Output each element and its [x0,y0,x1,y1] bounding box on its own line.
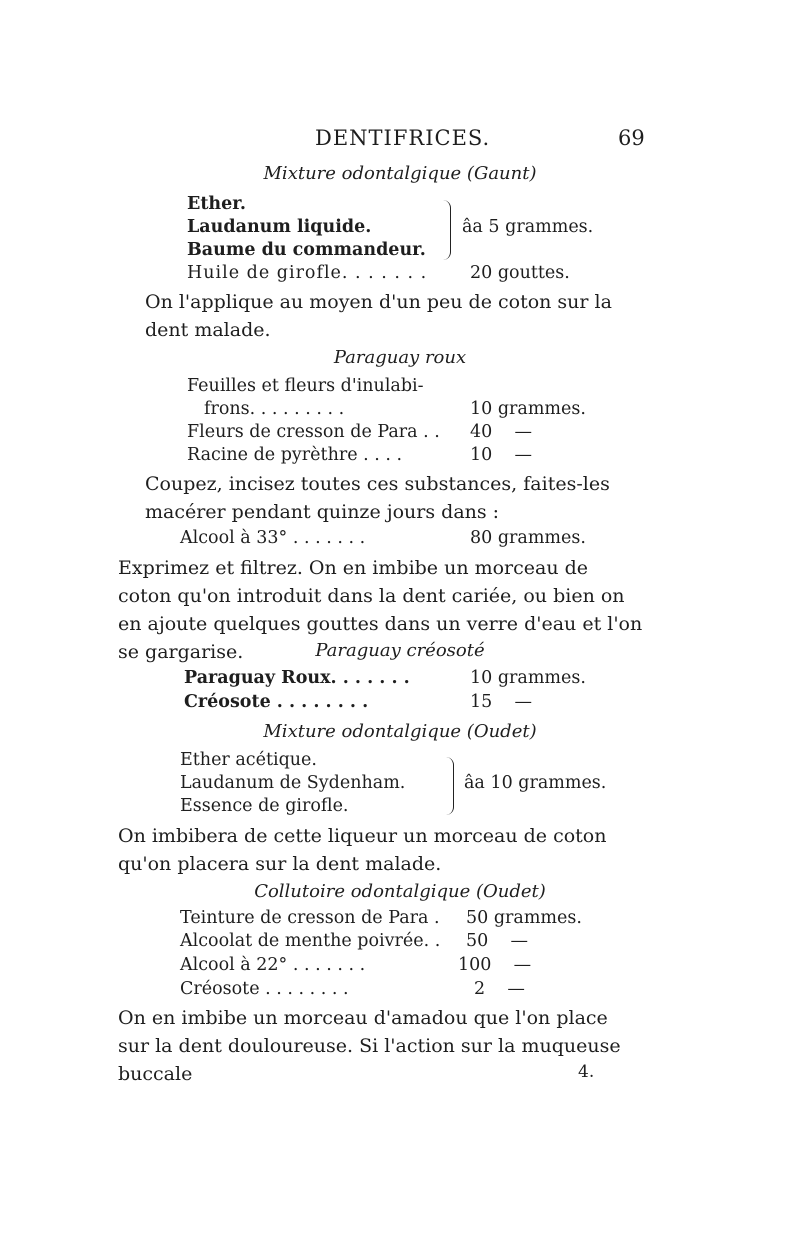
amount: âa 10 grammes. [464,773,607,793]
recipe-heading: Paraguay roux [333,347,467,368]
amount: 10 grammes. [470,399,586,419]
ingredient: Laudanum liquide. [187,217,372,237]
signature-mark: 4. [578,1062,595,1082]
amount: 40 — [470,422,533,442]
amount: 10 — [470,445,533,465]
amount: âa 5 grammes. [462,217,594,237]
instruction: Coupez, incisez toutes ces substances, faites-les macérer pendant quinze jours dans : [145,473,610,523]
ingredient: Racine de pyrèthre . . . . [187,445,403,465]
recipe-heading: Collutoire odontalgique (Oudet) [254,881,546,902]
recipe-heading: Paraguay créosoté [315,640,485,661]
amount: 20 gouttes. [470,263,570,283]
ingredient: frons. . . . . . . . . [204,399,345,419]
ingredient: Feuilles et fleurs d'inulabi- [187,376,424,396]
instruction: On l'applique au moyen d'un peu de coton sur la dent malade. [145,291,612,341]
recipe-heading: Mixture odontalgique (Gaunt) [263,163,537,184]
recipe-heading: Mixture odontalgique (Oudet) [263,721,537,742]
amount: 10 grammes. [470,668,586,688]
ingredient: Ether. [187,194,246,214]
ingredient: Créosote . . . . . . . . [180,979,349,999]
ingredient: Laudanum de Sydenham. [180,773,406,793]
instruction: On imbibera de cette liqueur un morceau de coton qu'on placera sur la dent malade. [118,825,607,875]
ingredient: Huile de girofle. . . . . . . [187,263,428,283]
ingredient: Créosote . . . . . . . . [184,692,369,712]
amount: 2 — [474,979,525,999]
amount: 100 — [458,955,532,975]
amount: 50 grammes. [466,908,582,928]
brace [443,757,454,815]
page-number: 69 [618,126,645,150]
ingredient: Alcool à 33° . . . . . . . [180,528,366,548]
brace [440,200,451,260]
ingredient: Ether acétique. [180,750,317,770]
ingredient: Alcool à 22° . . . . . . . [180,955,366,975]
amount: 50 — [466,931,529,951]
amount: 80 grammes. [470,528,586,548]
instruction: On en imbibe un morceau d'amadou que l'on place sur la dent douloureuse. Si l'action sur la muqueuse buccale [118,1007,621,1085]
instruction: Exprimez et filtrez. On en imbibe un morceau de coton qu'on introduit dans la dent cariée, ou bien on en ajoute quelques gouttes dans un verre d'eau et l'on se gargarise. [118,557,643,663]
ingredient: Baume du commandeur. [187,240,426,260]
amount: 15 — [470,692,533,712]
running-title: DENTIFRICES. [315,126,491,150]
ingredient: Alcoolat de menthe poivrée. . [180,931,441,951]
ingredient: Essence de girofle. [180,796,349,816]
ingredient: Fleurs de cresson de Para . . [187,422,440,442]
ingredient: Teinture de cresson de Para . [180,908,440,928]
ingredient: Paraguay Roux. . . . . . . [184,668,410,688]
